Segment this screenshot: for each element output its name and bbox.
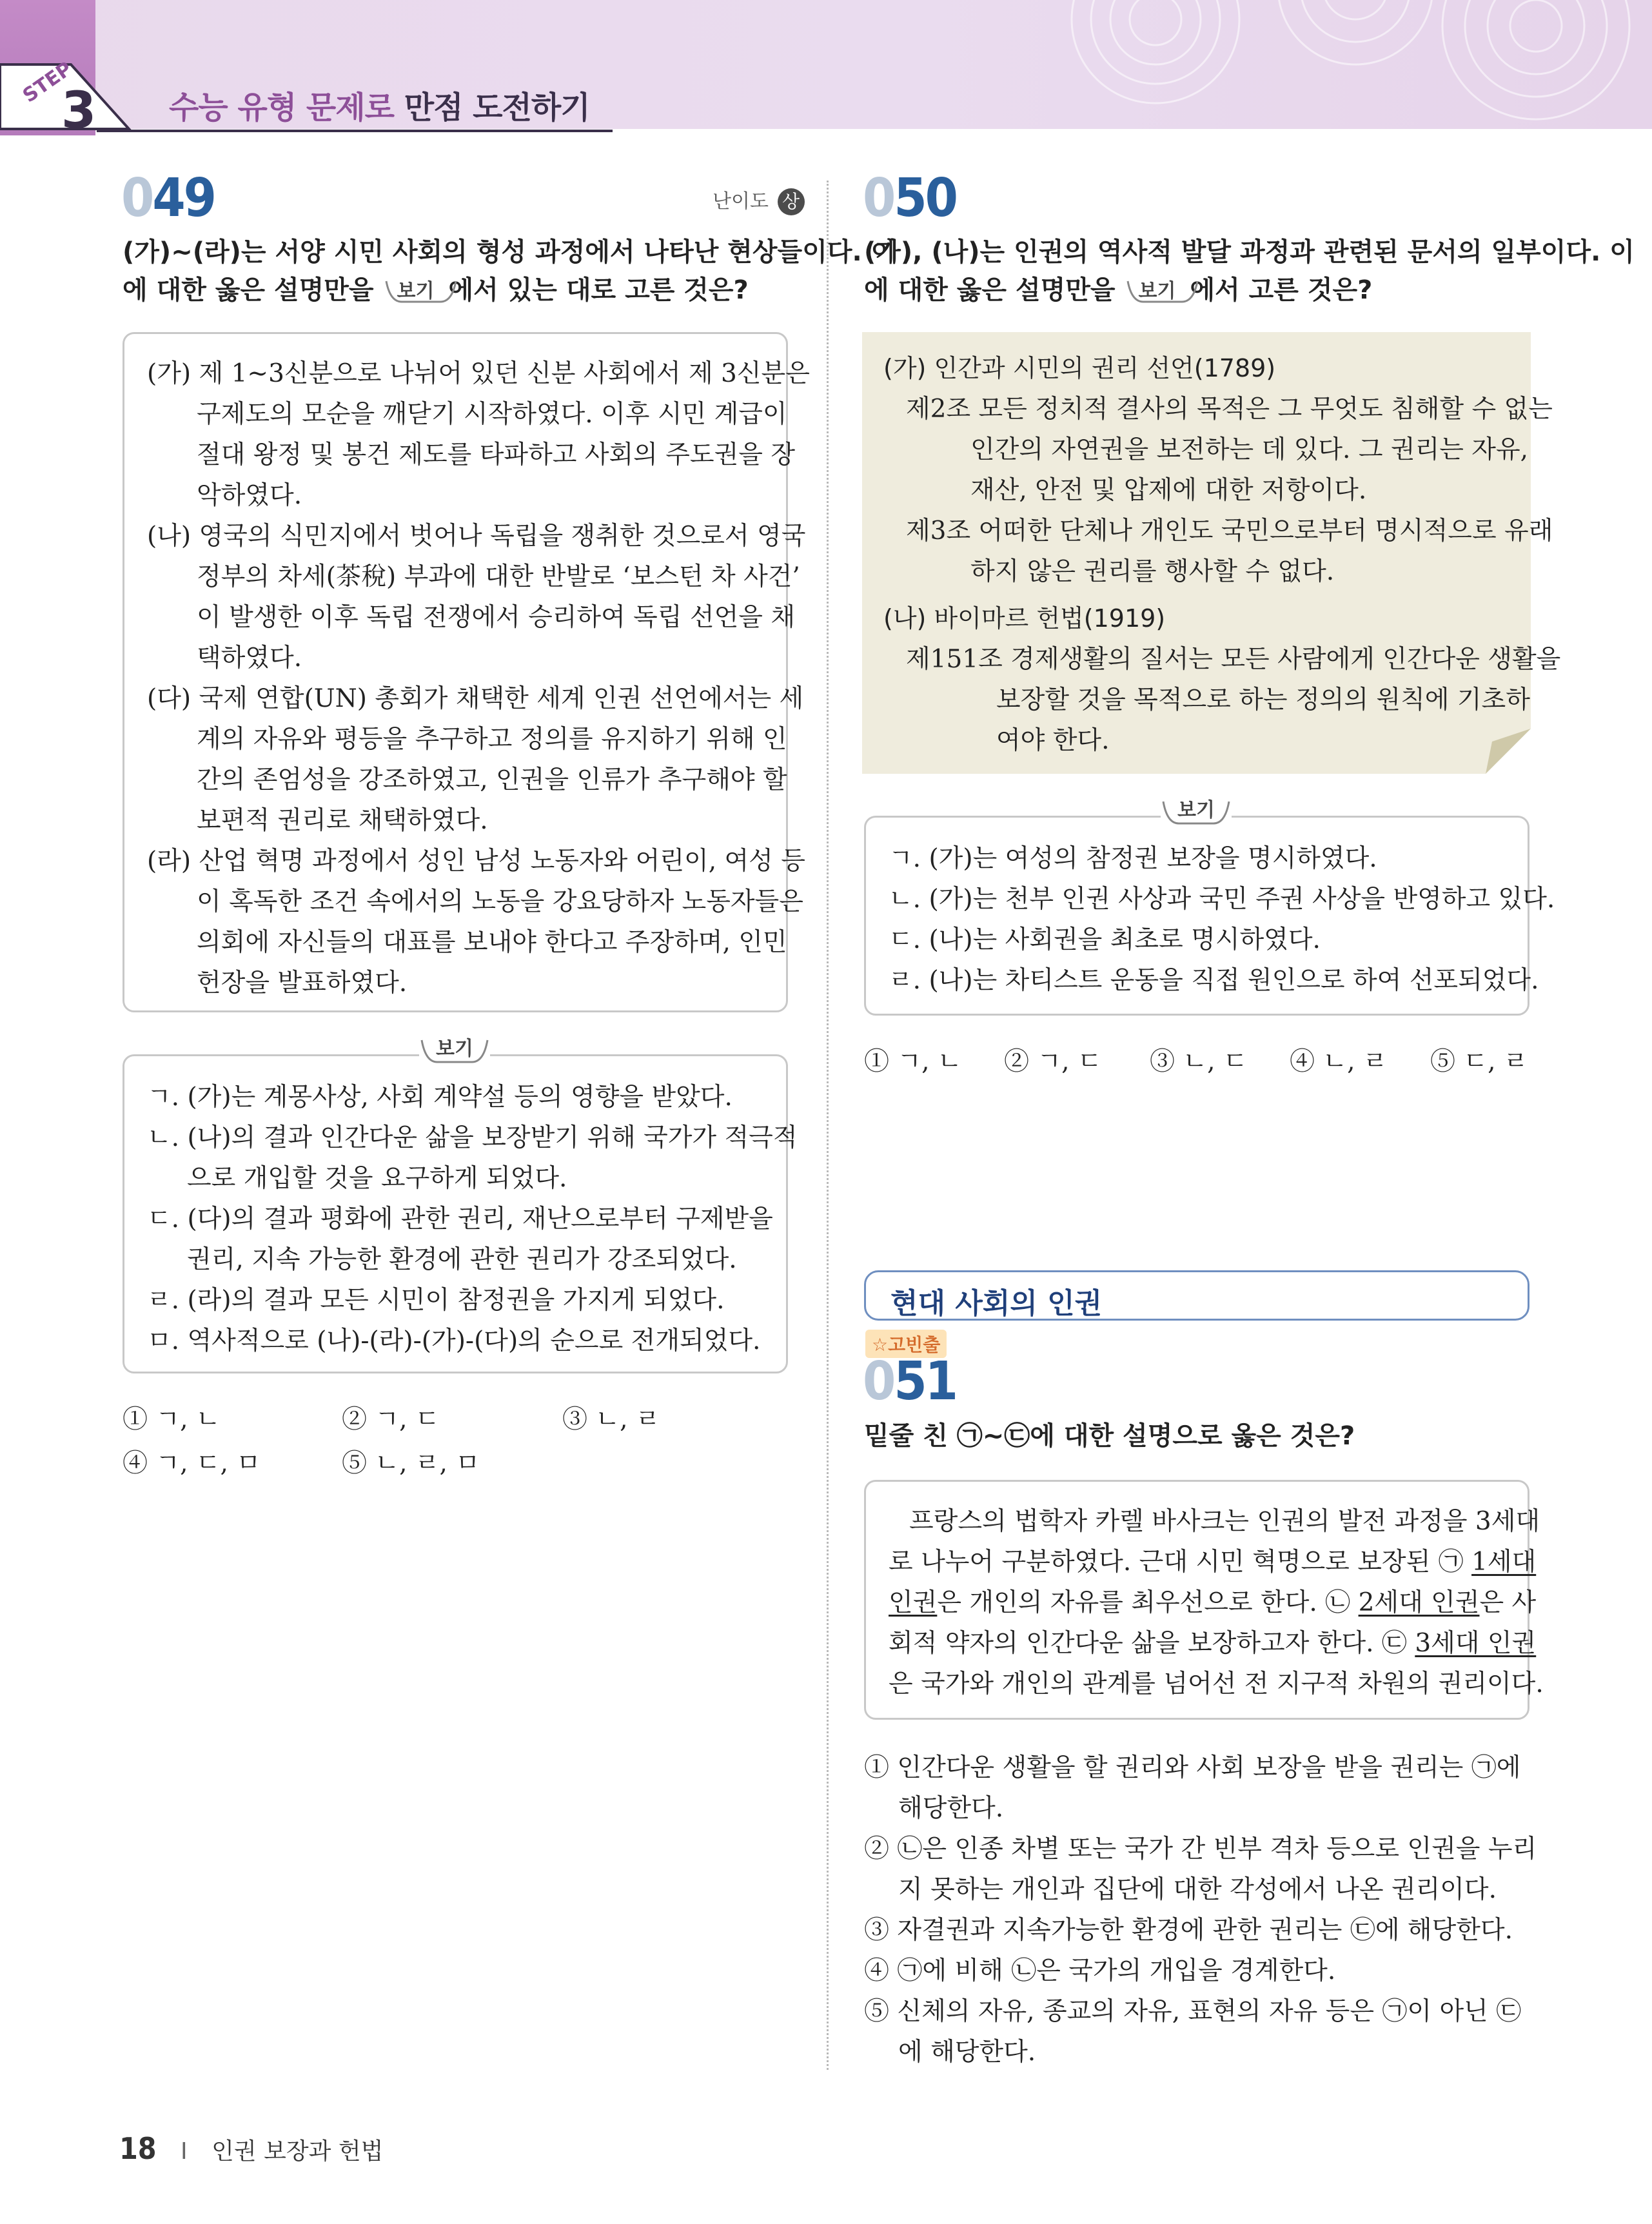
passage-line: (다) 국제 연합(UN) 총회가 채택한 세계 인권 선언에서는 세	[147, 684, 804, 713]
passage-line: 로 나누어 구분하였다. 근대 시민 혁명으로 보장된 ㉠ 1세대	[889, 1548, 1537, 1577]
step-word: STEP	[19, 57, 77, 108]
star-icon: ☆	[872, 1334, 889, 1355]
choice-4[interactable]: ④ ㉠에 비해 ㉡은 국가의 개입을 경계한다.	[864, 1956, 1336, 1985]
q050-stem-line1: (가), (나)는 인권의 역사적 발달 과정과 관련된 문서의 일부이다. 이	[864, 237, 1635, 267]
passage-line: 절대 왕정 및 봉건 제도를 타파하고 사회의 주도권을 장	[197, 440, 796, 469]
passage-line: 보편적 권리로 채택하였다.	[197, 806, 488, 835]
doc-line: 제151조 경제생활의 질서는 모든 사람에게 인간다운 생활을	[906, 645, 1561, 674]
passage-line: (가) 제 1~3신분으로 나뉘어 있던 신분 사회에서 제 3신분은	[147, 359, 810, 388]
choice-2[interactable]: ② ㄱ, ㄷ	[1004, 1047, 1102, 1076]
q050-stem	[864, 233, 1635, 310]
choice-5[interactable]: ⑤ ㄴ, ㄹ, ㅁ	[342, 1449, 480, 1478]
choice-1[interactable]: ① 인간다운 생활을 할 권리와 사회 보장을 받을 권리는 ㉠에	[864, 1753, 1521, 1782]
passage-line: 회적 약자의 인간다운 삶을 보장하고자 한다. ㉢ 3세대 인권	[889, 1629, 1537, 1658]
bogi-item: ㄷ. (나)는 사회권을 최초로 명시하였다.	[889, 925, 1321, 954]
passage-line: 택하였다.	[197, 644, 302, 673]
bogi-item: ㄹ. (라)의 결과 모든 시민이 참정권을 가지게 되었다.	[147, 1286, 725, 1315]
doc-heading: (나) 바이마르 헌법(1919)	[883, 604, 1166, 633]
bogi-item: 권리, 지속 가능한 환경에 관한 권리가 강조되었다.	[187, 1245, 737, 1274]
page-title	[169, 83, 590, 127]
passage-line: 헌장을 발표하였다.	[197, 969, 408, 998]
q049-stem	[123, 233, 896, 310]
column-divider	[827, 181, 829, 2070]
bogi-item: ㄱ. (가)는 여성의 참정권 보장을 명시하였다.	[889, 844, 1377, 873]
high-frequency-tag: ☆고빈출	[865, 1330, 947, 1358]
question-number-051: 051	[863, 1351, 957, 1412]
section-title: 현대 사회의 인권	[890, 1287, 1103, 1320]
choice-1-cont: 해당한다.	[898, 1794, 1004, 1823]
passage-line: 정부의 차세(茶稅) 부과에 대한 반발로 ‘보스턴 차 사건’	[197, 562, 800, 591]
choice-4[interactable]: ④ ㄴ, ㄹ	[1290, 1047, 1388, 1076]
doc-line: 여야 한다.	[996, 726, 1110, 755]
page-number: 18	[119, 2131, 157, 2166]
step-number: 3	[61, 82, 97, 140]
choice-2[interactable]: ② ㄱ, ㄷ	[342, 1405, 440, 1434]
header-underline	[97, 129, 613, 135]
passage-line: 의회에 자신들의 대표를 보내야 한다고 주장하며, 인민	[197, 928, 787, 957]
bogi-item: ㄷ. (다)의 결과 평화에 관한 권리, 재난으로부터 구제받을	[147, 1205, 773, 1234]
passage-line: 이 발생한 이후 독립 전쟁에서 승리하여 독립 선언을 채	[197, 603, 796, 632]
passage-line: 은 국가와 개인의 관계를 넘어선 전 지구적 차원의 권리이다.	[889, 1669, 1544, 1698]
choice-3[interactable]: ③ 자결권과 지속가능한 환경에 관한 권리는 ㉢에 해당한다.	[864, 1916, 1513, 1945]
question-number-049: 049	[121, 168, 215, 229]
title-part1: 수능 유형 문제로	[169, 90, 394, 126]
unit-title: 인권 보장과 헌법	[211, 2138, 384, 2165]
doc-line: 인간의 자연권을 보전하는 데 있다. 그 권리는 자유,	[970, 435, 1529, 464]
choice-2[interactable]: ② ㉡은 인종 차별 또는 국가 간 빈부 격차 등으로 인권을 누리	[864, 1835, 1537, 1864]
bogi-pill: 보기	[382, 277, 448, 306]
doc-line: 보장할 것을 목적으로 하는 정의의 원칙에 기초하	[996, 685, 1530, 714]
page-footer	[119, 2131, 383, 2166]
difficulty-label: 난이도	[713, 190, 769, 213]
doc-heading: (가) 인간과 시민의 권리 선언(1789)	[883, 354, 1276, 382]
passage-line: 인권은 개인의 자유를 최우선으로 한다. ㉡ 2세대 인권은 사	[889, 1588, 1537, 1617]
q050-bogi-tab: 보기	[1161, 796, 1232, 826]
choice-5[interactable]: ⑤ 신체의 자유, 종교의 자유, 표현의 자유 등은 ㉠이 아닌 ㉢	[864, 1997, 1522, 2026]
q049-stem-line2: 에 대한 옳은 설명만을 보기 에서 있는 대로 고른 것은?	[123, 275, 749, 305]
bogi-item: ㄹ. (나)는 차티스트 운동을 직접 원인으로 하여 선포되었다.	[889, 966, 1539, 995]
passage-line: 구제도의 모순을 깨닫기 시작하였다. 이후 시민 계급이	[197, 400, 787, 429]
q050-stem-line2: 에 대한 옳은 설명만을 보기 에서 고른 것은?	[864, 275, 1373, 305]
passage-line: 악하였다.	[197, 481, 302, 510]
title-part2: 만점 도전하기	[404, 90, 590, 126]
passage-line: 계의 자유와 평등을 추구하고 정의를 유지하기 위해 인	[197, 725, 787, 754]
choice-3[interactable]: ③ ㄴ, ㄷ	[1150, 1047, 1248, 1076]
section-heading	[864, 1270, 1529, 1321]
passage-line: 간의 존엄성을 강조하였고, 인권을 인류가 추구해야 할	[197, 765, 787, 794]
choice-5[interactable]: ⑤ ㄷ, ㄹ	[1430, 1047, 1528, 1076]
page-fold-corner	[1486, 729, 1531, 774]
circle-pattern-decoration	[943, 0, 1652, 129]
choice-5-cont: 에 해당한다.	[898, 2038, 1036, 2067]
q051-stem: 밑줄 친 ㉠~㉢에 대한 설명으로 옳은 것은?	[864, 1421, 1355, 1451]
step-badge	[0, 39, 148, 142]
bogi-item: ㄴ. (가)는 천부 인권 사상과 국민 주권 사상을 반영하고 있다.	[889, 885, 1555, 914]
bogi-pill: 보기	[1124, 277, 1190, 306]
choice-1[interactable]: ① ㄱ, ㄴ	[123, 1405, 221, 1434]
choice-4[interactable]: ④ ㄱ, ㄷ, ㅁ	[123, 1449, 261, 1478]
question-number-050: 050	[863, 168, 957, 229]
doc-line: 재산, 안전 및 압제에 대한 저항이다.	[970, 476, 1367, 505]
passage-line: 프랑스의 법학자 카렐 바사크는 인권의 발전 과정을 3세대	[909, 1507, 1540, 1536]
q049-stem-line1: (가)~(라)는 서양 시민 사회의 형성 과정에서 나타난 현상들이다. 이	[123, 237, 896, 267]
doc-line: 제2조 모든 정치적 결사의 목적은 그 무엇도 침해할 수 없는	[906, 395, 1553, 424]
footer-separator: I	[181, 2138, 188, 2165]
choice-2-cont: 지 못하는 개인과 집단에 대한 각성에서 나온 권리이다.	[898, 1875, 1497, 1904]
bogi-item: ㅁ. 역사적으로 (나)-(라)-(가)-(다)의 순으로 전개되었다.	[147, 1326, 761, 1355]
passage-line: (나) 영국의 식민지에서 벗어나 독립을 쟁취한 것으로서 영국	[147, 522, 806, 551]
q049-bogi-tab: 보기	[419, 1035, 490, 1065]
passage-line: 이 혹독한 조건 속에서의 노동을 강요당하자 노동자들은	[197, 887, 803, 916]
difficulty-badge: 상	[778, 188, 805, 215]
bogi-item: ㄱ. (가)는 계몽사상, 사회 계약설 등의 영향을 받았다.	[147, 1083, 733, 1112]
doc-line: 제3조 어떠한 단체나 개인도 국민으로부터 명시적으로 유래	[906, 517, 1553, 546]
choice-3[interactable]: ③ ㄴ, ㄹ	[562, 1405, 660, 1434]
bogi-item: 으로 개입할 것을 요구하게 되었다.	[187, 1164, 567, 1193]
passage-line: (라) 산업 혁명 과정에서 성인 남성 노동자와 어린이, 여성 등	[147, 847, 805, 876]
doc-line: 하지 않은 권리를 행사할 수 없다.	[970, 557, 1335, 586]
bogi-item: ㄴ. (나)의 결과 인간다운 삶을 보장받기 위해 국가가 적극적	[147, 1123, 798, 1152]
difficulty-indicator	[713, 185, 805, 215]
choice-1[interactable]: ① ㄱ, ㄴ	[864, 1047, 962, 1076]
